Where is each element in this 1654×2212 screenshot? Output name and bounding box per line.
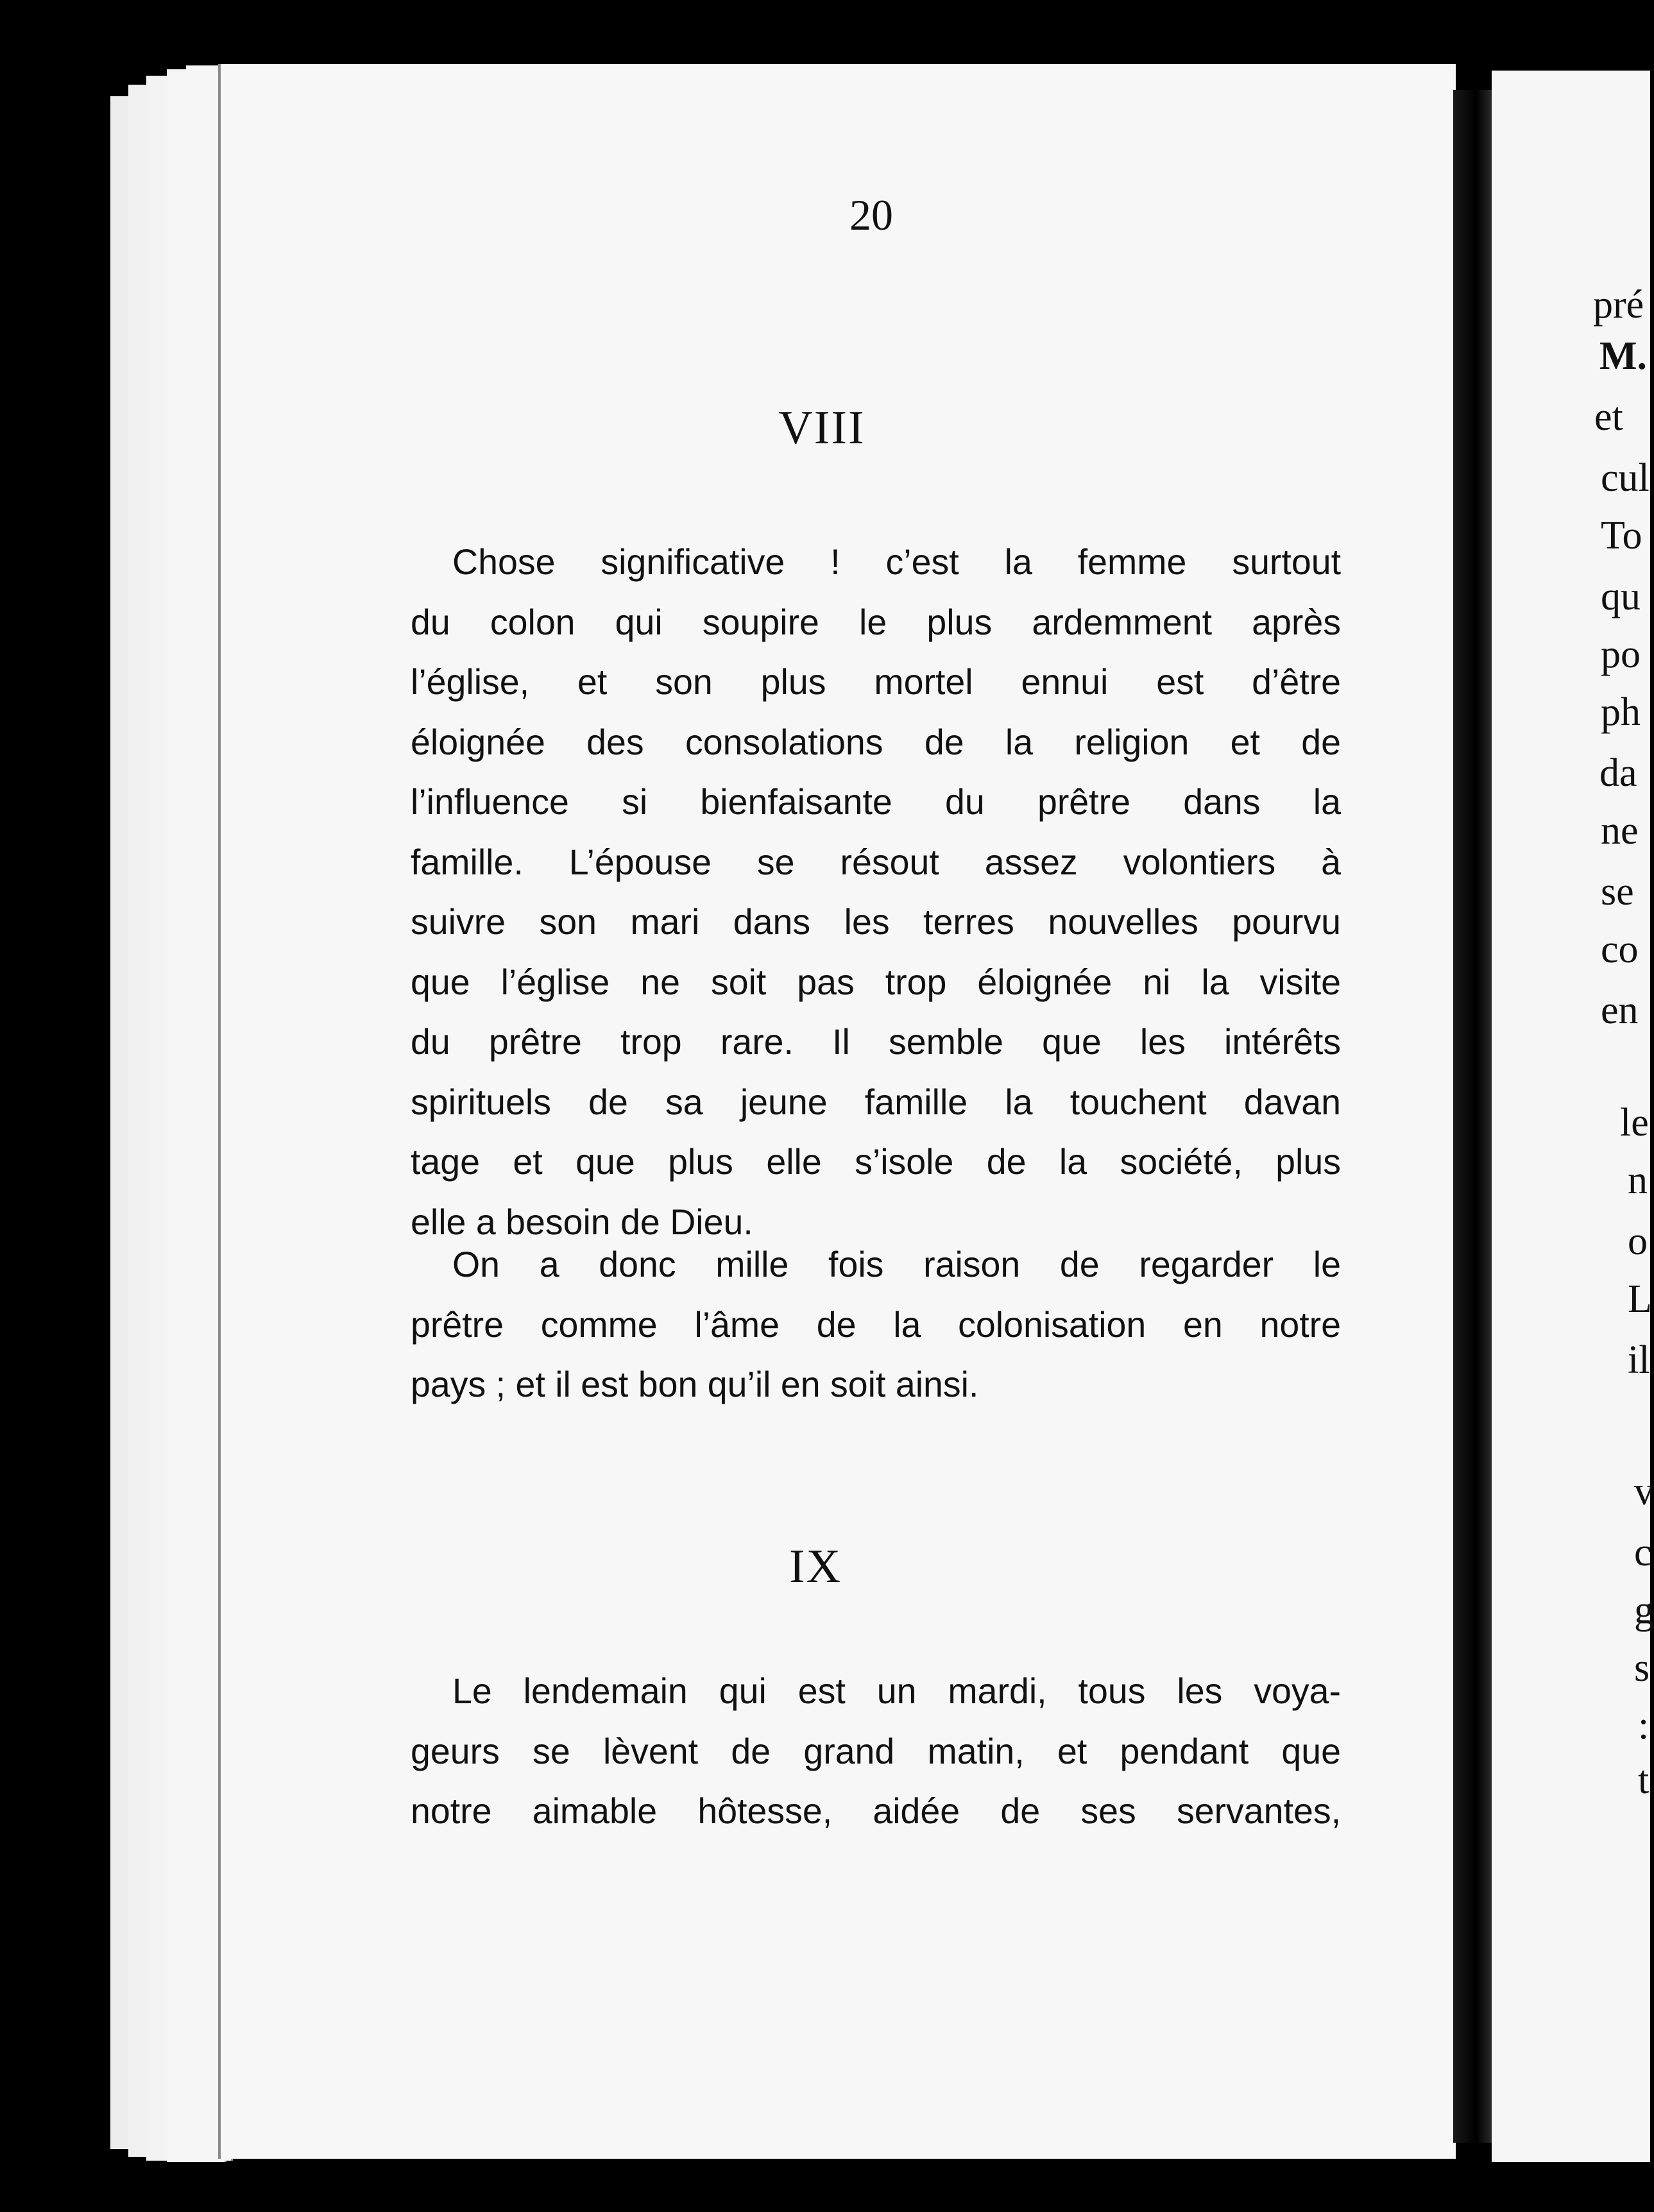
facing-page-fragment: s [1634, 1646, 1650, 1690]
book-gutter [1453, 90, 1492, 2143]
facing-page-fragment: et [1594, 395, 1623, 439]
facing-page-fragment: le [1620, 1101, 1649, 1144]
section-heading-ix: IX [789, 1540, 842, 1593]
facing-page-fragment: M. [1599, 334, 1648, 378]
facing-page-fragment: po [1601, 633, 1641, 676]
text-line: On a donc mille fois raison de regarder le [452, 1245, 1341, 1284]
text-line: suivre son mari dans les terres nouvelles pourvu [411, 902, 1341, 942]
facing-page-fragment: v [1634, 1470, 1654, 1513]
text-line: notre aimable hôtesse, aidée de ses servantes, [411, 1791, 1341, 1831]
facing-page-fragment: n [1628, 1159, 1648, 1202]
text-line: spirituels de sa jeune famille la touchent davan [411, 1082, 1341, 1122]
text-line: l’influence si bienfaisante du prêtre dans la [411, 782, 1341, 822]
facing-page [1492, 71, 1654, 2162]
facing-page-fragment: qu [1601, 575, 1641, 618]
text-line: du colon qui soupire le plus ardemment après [411, 602, 1341, 642]
facing-page-fragment: : [1638, 1704, 1650, 1748]
facing-page-fragment: co [1601, 928, 1639, 971]
text-line: elle a besoin de Dieu. [411, 1202, 753, 1242]
facing-page-fragment: To [1601, 514, 1642, 557]
facing-page-fragment: c [1634, 1531, 1652, 1574]
facing-page-fragment: en [1601, 989, 1639, 1032]
paragraph [411, 1662, 1341, 1842]
paragraph [411, 532, 1341, 1252]
facing-page-fragment: ne [1601, 809, 1639, 853]
text-line: Le lendemain qui est un mardi, tous les voya- [452, 1671, 1341, 1711]
text-line: que l’église ne soit pas trop éloignée ni la visite [411, 962, 1341, 1002]
text-line: geurs se lèvent de grand matin, et pendant que [411, 1731, 1341, 1771]
section-heading-viii: VIII [778, 402, 865, 454]
facing-page-fragment: cul [1601, 456, 1650, 500]
facing-page-fragment: ph [1601, 690, 1641, 734]
text-line: pays ; et il est bon qu’il en soit ainsi. [411, 1365, 979, 1404]
text-line: Chose significative ! c’est la femme surtout [452, 542, 1341, 582]
text-line: du prêtre trop rare. Il semble que les intérêts [411, 1022, 1341, 1062]
facing-page-fragment: o [1628, 1220, 1648, 1263]
facing-page-fragment: pré [1593, 283, 1644, 327]
text-line: prêtre comme l’âme de la colonisation en notre [411, 1304, 1341, 1345]
text-line: éloignée des consolations de la religion et de [411, 722, 1341, 762]
text-line: tage et que plus elle s’isole de la société, plus [411, 1142, 1341, 1182]
facing-page-fragment: L [1628, 1277, 1652, 1321]
paragraph [411, 1235, 1341, 1415]
facing-page-fragment: da [1599, 751, 1637, 795]
facing-page-fragment: g [1634, 1588, 1654, 1632]
facing-page-fragment: t [1638, 1758, 1650, 1802]
text-line: famille. L’épouse se résout assez volontiers à [411, 842, 1341, 882]
facing-page-fragment: se [1601, 870, 1634, 914]
facing-page-fragment: il [1628, 1338, 1650, 1382]
page-number: 20 [849, 191, 893, 239]
text-line: l’église, et son plus mortel ennui est d’être [411, 662, 1341, 702]
